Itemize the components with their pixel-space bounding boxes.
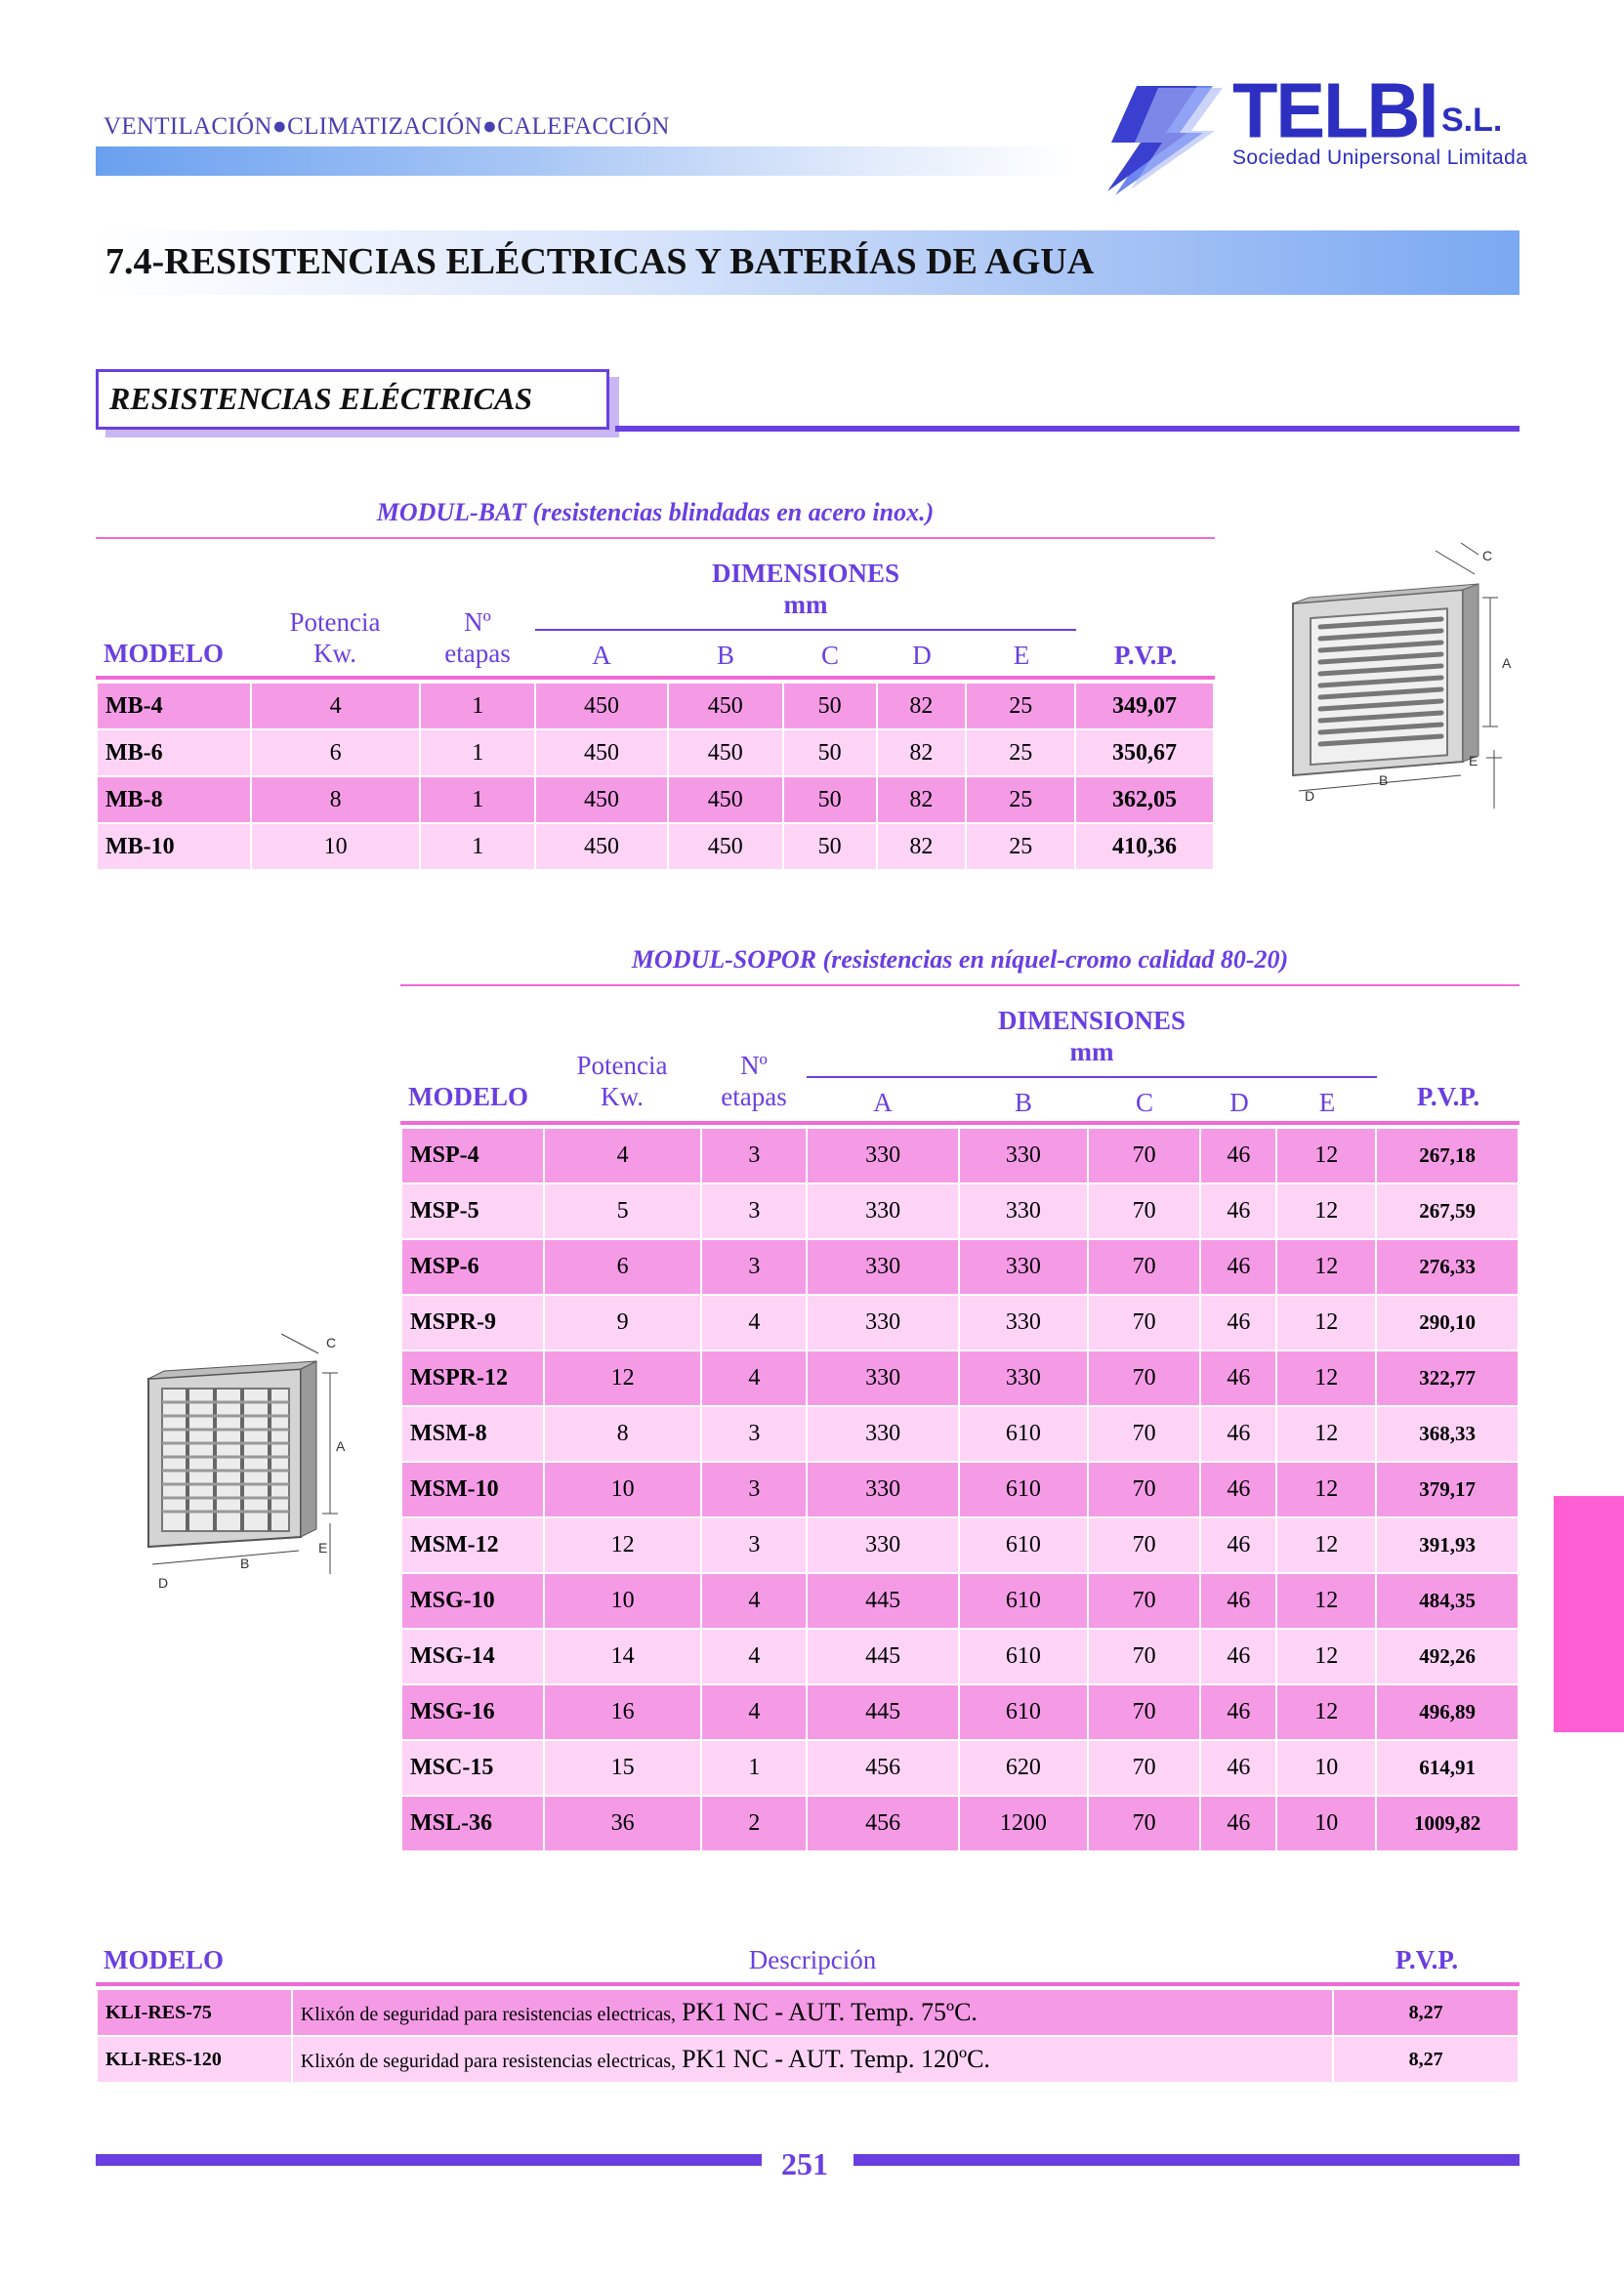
table1-cell: 362,05 [1075,776,1214,823]
table2-pvp-header: P.V.P. [1416,1082,1480,1111]
table2-cell: 330 [807,1406,959,1462]
table2-cell: 46 [1200,1684,1276,1740]
diagram2-label-b: B [240,1556,250,1571]
page-number: 251 [781,2146,828,2181]
table2-cell: 46 [1200,1295,1276,1350]
table3-pvp-cell: 8,27 [1333,2036,1519,2083]
table2-cell: 70 [1088,1128,1201,1183]
table2-cell: 46 [1200,1239,1276,1295]
table2-cell: 10 [1276,1796,1376,1851]
table2-cell: 46 [1200,1406,1276,1462]
section-title: RESISTENCIAS ELÉCTRICAS [109,381,533,416]
table1-caption: MODUL-BAT (resistencias blindadas en acero inox.) [376,498,935,526]
table2-cell: 391,93 [1376,1517,1519,1573]
table2-cell: 330 [807,1295,959,1350]
table2-cell: 330 [959,1350,1088,1406]
table1-dims-unit: mm [783,590,828,619]
table2-cell: 290,10 [1376,1295,1519,1350]
lightning-logo-icon [1102,82,1238,199]
table1-cell: 50 [783,683,877,729]
table1-etapas-unit: etapas [444,639,511,668]
logo-subtitle: Sociedad Unipersonal Limitada [1232,146,1528,169]
table2-cell: 46 [1200,1573,1276,1629]
table2-cell: 610 [959,1462,1088,1517]
table1-cell: 1 [420,683,535,729]
table1-caption-rule [96,537,1215,539]
table1-modelo-header: MODELO [104,639,225,668]
table1-col-b: B [716,641,734,670]
table2-cell: 330 [807,1462,959,1517]
table2-cell: 330 [807,1183,959,1239]
table2-col-d: D [1229,1088,1249,1117]
table2-cell: 330 [959,1183,1088,1239]
table1-pvp-header: P.V.P. [1113,641,1178,670]
table2-cell: 3 [701,1406,807,1462]
table2-cell: 610 [959,1573,1088,1629]
table2-col-c: C [1135,1088,1153,1117]
diagram1-label-d: D [1305,788,1315,804]
table3-model-cell: KLI-RES-75 [97,1989,292,2036]
table2-cell: 276,33 [1376,1239,1519,1295]
table2-cell: 10 [544,1462,702,1517]
table3-description-cell [292,2036,1333,2083]
table2-cell: 610 [959,1629,1088,1684]
table2-cell: 46 [1200,1462,1276,1517]
table2-cell: 70 [1088,1183,1201,1239]
table2-cell: MSPR-9 [401,1295,544,1350]
table1-col-c: C [820,641,839,670]
page-title: 7.4-RESISTENCIAS ELÉCTRICAS Y BATERÍAS DE AGUA [105,241,1095,282]
table2-cell: 496,89 [1376,1684,1519,1740]
table2-cell: MSM-12 [401,1517,544,1573]
table1-cell: 25 [966,729,1075,776]
table2-cell: 330 [807,1239,959,1295]
table2-cell: 445 [807,1573,959,1629]
table1-cell: MB-10 [97,823,251,870]
table1-cell: 450 [535,823,668,870]
diagram1-label-b: B [1379,772,1389,788]
diagram1-label-c: C [1482,548,1493,563]
diagram1-label-e: E [1469,753,1478,768]
table2-cell: 4 [701,1573,807,1629]
table3-description-cell [292,1989,1333,2036]
table2-cell: 620 [959,1740,1088,1796]
table2-cell: 70 [1088,1350,1201,1406]
table2-cell: 445 [807,1629,959,1684]
table1-potencia-unit: Kw. [313,639,356,668]
table2-cell: 1009,82 [1376,1796,1519,1851]
table1-col-d: D [912,641,932,670]
table1-cell: 450 [668,776,783,823]
table2-cell: 12 [1276,1183,1376,1239]
table2-header-rule [400,1121,1520,1125]
table2-etapas-unit: etapas [721,1082,787,1111]
table2-cell: 46 [1200,1183,1276,1239]
table2-potencia-header: Potencia [576,1051,668,1080]
table-row [401,1406,1519,1462]
table2-cell: 3 [701,1183,807,1239]
table1-col-a: A [592,641,611,670]
table1-cell: 349,07 [1075,683,1214,729]
table1-cell: 50 [783,823,877,870]
diagram1-label-a: A [1502,655,1512,671]
table1-col-e: E [1013,641,1030,670]
table1-dims-header: DIMENSIONES [711,559,900,588]
table2-cell: MSG-14 [401,1629,544,1684]
table1-etapas-header: Nº [464,607,491,637]
table-row [401,1740,1519,1796]
table2-cell: 4 [544,1128,702,1183]
table1-cell: 350,67 [1075,729,1214,776]
table2-cell: 330 [959,1239,1088,1295]
table1-cell: 1 [420,776,535,823]
table2-cell: 2 [701,1796,807,1851]
table1-cell: 450 [668,729,783,776]
table1-cell: MB-8 [97,776,251,823]
table2-col-e: E [1318,1088,1336,1117]
table2-cell: 12 [544,1350,702,1406]
diagram2-label-e: E [318,1540,328,1556]
table3-pvp-header: P.V.P. [1395,1945,1459,1974]
table-row [401,1239,1519,1295]
table2-cell: 4 [701,1295,807,1350]
table2-cell: 15 [544,1740,702,1796]
table-row [401,1128,1519,1183]
table2-cell: 70 [1088,1740,1201,1796]
table2-cell: 46 [1200,1350,1276,1406]
table1-cell: 450 [535,683,668,729]
table2-cell: 70 [1088,1462,1201,1517]
table2-cell: 8 [544,1406,702,1462]
table2-col-b: B [1014,1088,1032,1117]
table1-cell: 50 [783,776,877,823]
table1-cell: 25 [966,683,1075,729]
table3-header-rule [96,1982,1520,1986]
table2-cell: MSM-8 [401,1406,544,1462]
table2-cell: 267,18 [1376,1128,1519,1183]
table1-potencia-header: Potencia [289,607,381,637]
table3 [96,1988,1520,2084]
table-row [401,1517,1519,1573]
table2-cell: 14 [544,1629,702,1684]
table2-cell: 12 [1276,1629,1376,1684]
table2-cell: 12 [1276,1350,1376,1406]
table1-cell: 50 [783,729,877,776]
table2-cell: 445 [807,1684,959,1740]
table2-cell: 36 [544,1796,702,1851]
table2-cell: 70 [1088,1239,1201,1295]
table2-dims-rule [807,1076,1377,1078]
description-large-text: PK1 NC - AUT. Temp. 75ºC. [682,1998,978,2026]
table1-cell: 450 [535,729,668,776]
table2-etapas-header: Nº [740,1051,768,1080]
table-row [401,1629,1519,1684]
table-row [97,776,1214,823]
table2-cell: 5 [544,1183,702,1239]
table2-cell: 456 [807,1796,959,1851]
table2-cell: 46 [1200,1517,1276,1573]
table2-cell: 70 [1088,1517,1201,1573]
table3-modelo-header: MODELO [104,1945,225,1974]
table1-cell: 8 [251,776,421,823]
table1-cell: 82 [877,776,967,823]
table3-model-cell: KLI-RES-120 [97,2036,292,2083]
table3-descripcion-header: Descripción [748,1945,877,1974]
table2-cell: 610 [959,1684,1088,1740]
table2-cell: 12 [1276,1573,1376,1629]
table2-cell: 330 [959,1295,1088,1350]
table1-cell: 410,36 [1075,823,1214,870]
table2-cell: 322,77 [1376,1350,1519,1406]
table2-cell: 4 [701,1350,807,1406]
table2-cell: 12 [1276,1239,1376,1295]
logo-suffix: S.L. [1441,102,1503,139]
table1 [96,682,1215,871]
table2-cell: 3 [701,1517,807,1573]
table2-cell: 4 [701,1629,807,1684]
tagline-gradient-bar [96,146,1072,176]
table-row [97,2036,1519,2083]
table2-cell: 70 [1088,1684,1201,1740]
table2-cell: 330 [807,1517,959,1573]
diagram2-label-d: D [158,1575,169,1591]
table-row [401,1796,1519,1851]
table2-cell: 46 [1200,1796,1276,1851]
table2-cell: 12 [544,1517,702,1573]
table2-cell: 6 [544,1239,702,1295]
table2 [400,1127,1520,1852]
table2-cell: 3 [701,1239,807,1295]
table-row [401,1573,1519,1629]
table2-cell: 3 [701,1128,807,1183]
footer-rule-left [96,2154,762,2166]
table1-cell: 82 [877,683,967,729]
table2-cell: 330 [807,1350,959,1406]
logo-name: TELBI [1232,66,1437,155]
table2-cell: 610 [959,1406,1088,1462]
table-row [401,1684,1519,1740]
description-small-text: Klixón de seguridad para resistencias electricas, [300,2051,677,2072]
table2-col-a: A [873,1088,893,1117]
table2-cell: 12 [1276,1128,1376,1183]
table2-cell: MSP-5 [401,1183,544,1239]
table2-cell: 70 [1088,1406,1201,1462]
table1-cell: 25 [966,823,1075,870]
tagline: VENTILACIÓN●CLIMATIZACIÓN●CALEFACCIÓN [104,113,670,140]
table-row [97,1989,1519,2036]
table2-cell: MSP-6 [401,1239,544,1295]
table2-cell: MSP-4 [401,1128,544,1183]
table2-cell: 70 [1088,1796,1201,1851]
table-row [401,1183,1519,1239]
table1-cell: 6 [251,729,421,776]
table2-cell: 379,17 [1376,1462,1519,1517]
table2-cell: 9 [544,1295,702,1350]
section-rule [615,426,1520,432]
table1-cell: 82 [877,729,967,776]
table2-cell: MSG-16 [401,1684,544,1740]
table1-cell: 25 [966,776,1075,823]
table2-cell: 12 [1276,1517,1376,1573]
table2-dims-unit: mm [1069,1037,1114,1066]
diagram2-label-a: A [336,1438,346,1454]
table2-cell: 492,26 [1376,1629,1519,1684]
table-row [97,683,1214,729]
table2-cell: 10 [1276,1740,1376,1796]
table1-cell: MB-6 [97,729,251,776]
table2-cell: MSL-36 [401,1796,544,1851]
table1-cell: 450 [668,683,783,729]
footer-rule-right [854,2154,1520,2166]
table2-cell: 12 [1276,1295,1376,1350]
table2-cell: 12 [1276,1406,1376,1462]
table2-cell: 46 [1200,1128,1276,1183]
table2-cell: 12 [1276,1684,1376,1740]
table-row [401,1462,1519,1517]
table2-potencia-unit: Kw. [601,1082,644,1111]
table2-cell: MSM-10 [401,1462,544,1517]
table2-cell: MSG-10 [401,1573,544,1629]
table2-cell: 1 [701,1740,807,1796]
table2-cell: 4 [701,1684,807,1740]
table1-cell: 450 [668,823,783,870]
table2-cell: 610 [959,1517,1088,1573]
table2-cell: MSPR-12 [401,1350,544,1406]
table2-caption-rule [400,984,1520,986]
table-row [401,1295,1519,1350]
table1-cell: 1 [420,823,535,870]
table2-cell: 267,59 [1376,1183,1519,1239]
table1-cell: 450 [535,776,668,823]
diagram2-label-c: C [326,1335,337,1350]
table2-cell: 70 [1088,1295,1201,1350]
table2-cell: 16 [544,1684,702,1740]
table3-pvp-cell: 8,27 [1333,1989,1519,2036]
table2-cell: 70 [1088,1629,1201,1684]
table-row [97,729,1214,776]
table-row [401,1350,1519,1406]
table2-cell: 70 [1088,1573,1201,1629]
table2-cell: MSC-15 [401,1740,544,1796]
table1-cell: 82 [877,823,967,870]
table2-cell: 368,33 [1376,1406,1519,1462]
table1-dims-rule [535,629,1076,631]
table1-cell: MB-4 [97,683,251,729]
modul-bat-diagram [1270,535,1523,828]
table2-cell: 456 [807,1740,959,1796]
table1-cell: 1 [420,729,535,776]
table2-cell: 484,35 [1376,1573,1519,1629]
table2-cell: 1200 [959,1796,1088,1851]
table2-cell: 330 [959,1128,1088,1183]
description-small-text: Klixón de seguridad para resistencias electricas, [300,2004,677,2025]
table2-cell: 3 [701,1462,807,1517]
table2-cell: 46 [1200,1740,1276,1796]
table2-caption: MODUL-SOPOR (resistencias en níquel-cromo calidad 80-20) [631,945,1289,974]
table2-cell: 614,91 [1376,1740,1519,1796]
description-large-text: PK1 NC - AUT. Temp. 120ºC. [682,2045,990,2073]
table2-cell: 330 [807,1128,959,1183]
table2-cell: 10 [544,1573,702,1629]
table1-cell: 10 [251,823,421,870]
table2-dims-header: DIMENSIONES [997,1006,1187,1035]
table2-cell: 12 [1276,1462,1376,1517]
modul-sopor-diagram [135,1318,359,1601]
table2-cell: 46 [1200,1629,1276,1684]
table1-cell: 4 [251,683,421,729]
table2-modelo-header: MODELO [408,1082,529,1111]
table-row [97,823,1214,870]
table1-header-rule [96,676,1215,680]
side-tab-marker [1554,1496,1624,1732]
